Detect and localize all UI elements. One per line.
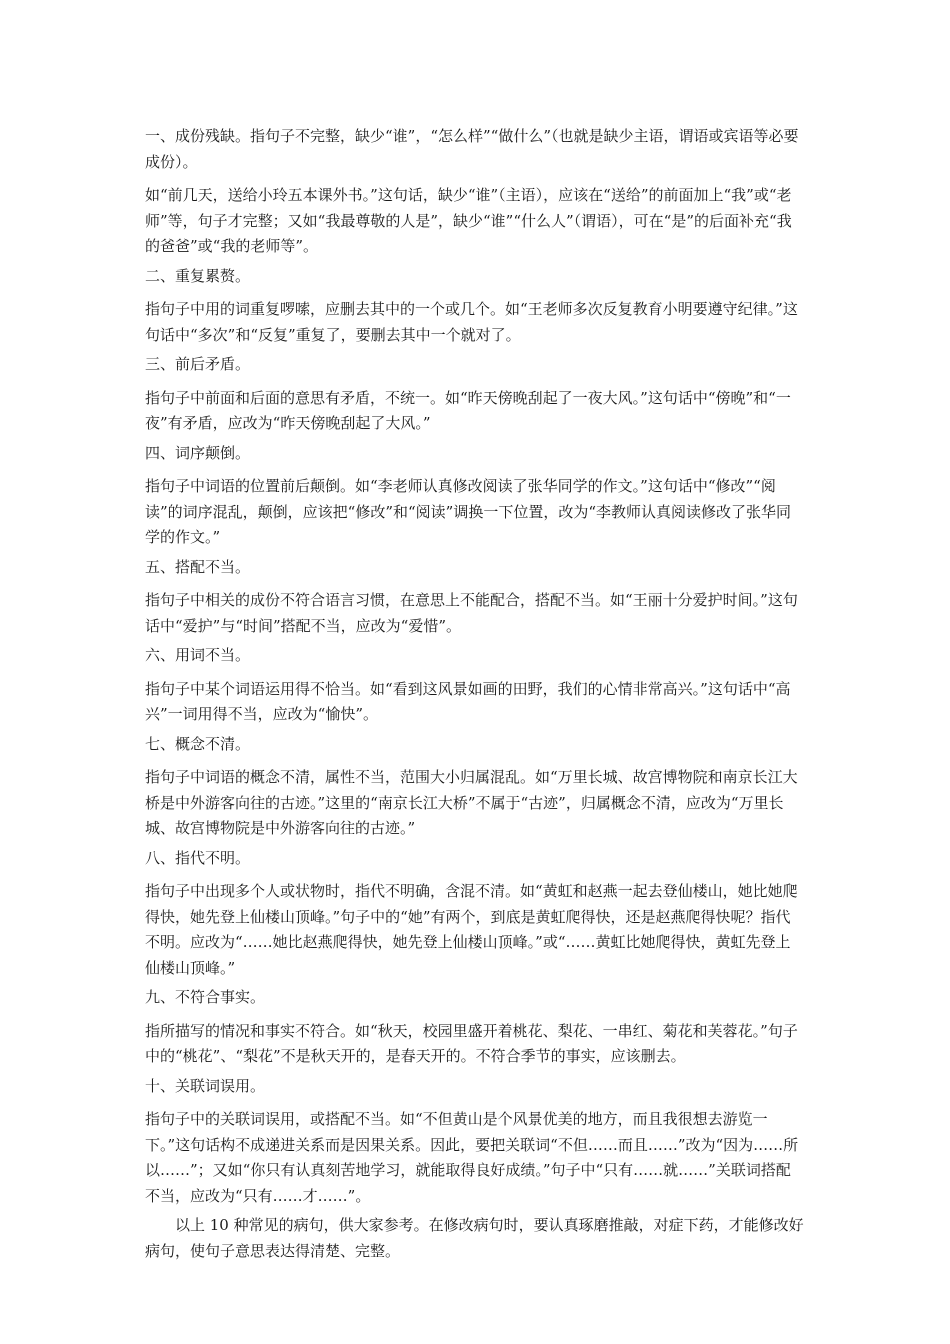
section-7 <box>145 732 805 842</box>
section-5-heading: 五、搭配不当。 <box>145 557 251 576</box>
section-6 <box>145 643 805 728</box>
section-3 <box>145 352 805 437</box>
section-2-heading: 二、重复累赘。 <box>145 266 251 285</box>
section-8-heading: 八、指代不明。 <box>145 848 251 867</box>
section-9 <box>145 985 805 1070</box>
closing-paragraph: 以上 10 种常见的病句，供大家参考。在修改病句时，要认真琢磨推敲，对症下药，才能修改好病句，使句子意思表达得清楚、完整。 <box>145 1216 804 1260</box>
section-9-text: 指所描写的情况和事实不符合。如“秋天，校园里盛开着桃花、梨花、一串红、菊花和芙蓉花。”句子中的“桃花”、“梨花”不是秋天开的，是春天开的。不符合季节的事实，应该删去。 <box>145 1021 798 1065</box>
section-9-heading: 九、不符合事实。 <box>145 988 266 1006</box>
document-page <box>145 124 805 1268</box>
section-6-heading: 六、用词不当。 <box>145 646 251 664</box>
section-8 <box>145 846 805 982</box>
section-2-text: 指句子中用的词重复啰嗦，应删去其中的一个或几个。如“王老师多次反复教育小明要遵守纪律。”这句话中“多次”和“反复”重复了，要删去其中一个就对了。 <box>145 300 798 344</box>
section-5-text: 指句子中相关的成份不符合语言习惯，在意思上不能配合，搭配不当。如“王丽十分爱护时间。”这句话中“爱护”与“时间”搭配不当，应改为“爱惜”。 <box>145 591 798 635</box>
section-10-heading: 十、关联词误用。 <box>145 1076 266 1095</box>
section-1-example: 如“前几天，送给小玲五本课外书。”这句话，缺少“谁”（主语），应该在“送给”的前面加上“我”或“老师”等，句子才完整；又如“我最尊敬的人是”，缺少“谁”“什么人”（谓语），可在“是”的后面补充“我的爸爸”或“我的老师等”。 <box>145 186 792 255</box>
section-10-text: 指句子中的关联词误用，或搭配不当。如“不但黄山是个风景优美的地方，而且我很想去游览一下。”这句话构不成递进关系而是因果关系。因此，要把关联词“不但……而且……”改为“因为……所以……”；又如“你只有认真刻苦地学习，就能取得良好成绩。”句子中“只有……就……”关联词搭配不当，应改为“只有……才……”。 <box>145 1110 799 1205</box>
section-7-text: 指句子中词语的概念不清，属性不当，范围大小归属混乱。如“万里长城、故宫博物院和南京长江大桥是中外游客向往的古迹。”这里的“南京长江大桥”不属于“古迹”，归属概念不清，应改为“万里长城、故宫博物院是中外游客向往的古迹。” <box>145 768 798 837</box>
section-4-heading: 四、词序颠倒。 <box>145 443 251 462</box>
intro-paragraph: 一、成份残缺。指句子不完整，缺少“谁”，“怎么样”“做什么”（也就是缺少主语，谓语或宾语等必要成份）。 <box>145 127 799 171</box>
section-2 <box>145 264 805 349</box>
section-6-text: 指句子中某个词语运用得不恰当。如“看到这风景如画的田野，我们的心情非常高兴。”这句话中“高兴”一词用得不当，应改为“愉快”。 <box>145 679 791 723</box>
section-10 <box>145 1074 805 1210</box>
section-5 <box>145 555 805 640</box>
section-3-heading: 三、前后矛盾。 <box>145 355 251 373</box>
section-4-text: 指句子中词语的位置前后颠倒。如“李老师认真修改阅读了张华同学的作文。”这句话中“修改”“阅读”的词序混乱，颠倒，应该把“修改”和“阅读”调换一下位置，改为“李教师认真阅读修改了张华同学的作文。” <box>145 477 792 546</box>
section-3-text: 指句子中前面和后面的意思有矛盾，不统一。如“昨天傍晚刮起了一夜大风。”这句话中“傍晚”和“一夜”有矛盾，应改为“昨天傍晚刮起了大风。” <box>145 388 791 432</box>
section-4 <box>145 441 805 551</box>
section-8-text: 指句子中出现多个人或状物时，指代不明确，含混不清。如“黄虹和赵燕一起去登仙楼山，她比她爬得快，她先登上仙楼山顶峰。”句子中的“她”有两个，到底是黄虹爬得快，还是赵燕爬得快呢？指代不明。应改为“……她比赵燕爬得快，她先登上仙楼山顶峰。”或“……黄虹比她爬得快，黄虹先登上仙楼山顶峰。” <box>145 882 798 977</box>
section-7-heading: 七、概念不清。 <box>145 734 251 753</box>
